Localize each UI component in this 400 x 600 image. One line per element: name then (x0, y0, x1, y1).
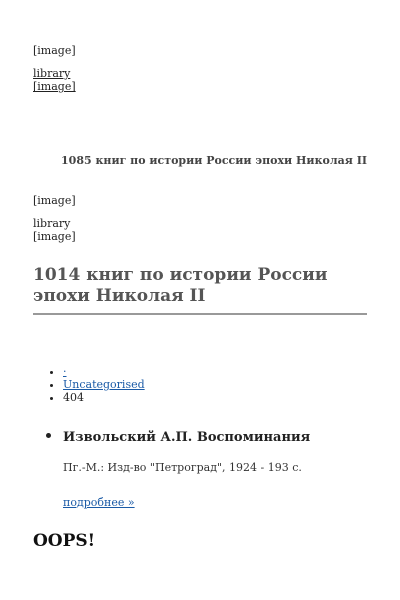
breadcrumb-item-category (63, 378, 145, 391)
breadcrumb-home-link[interactable]: · (63, 365, 67, 378)
library-text: library (33, 217, 71, 230)
post-meta: Пг.-М.: Изд-во "Петроград", 1924 - 193 с. (63, 461, 302, 474)
library-link[interactable]: library (33, 67, 71, 80)
secondary-header (33, 194, 76, 243)
breadcrumb-category-link[interactable]: Uncategorised (63, 378, 145, 391)
breadcrumb (33, 365, 145, 404)
image-placeholder: [image] (33, 230, 76, 243)
post-title: • Извольский А.П. Воспоминания (63, 430, 311, 445)
breadcrumb-item-current: • 404 (63, 391, 145, 404)
page-title: 1014 книг по истории России эпохи Николая II (33, 265, 328, 306)
error-heading: OOPS! (33, 531, 96, 551)
site-description: 1085 книг по истории России эпохи Николая II (61, 154, 367, 167)
list-item (63, 415, 397, 510)
site-header (33, 44, 76, 93)
logo-image-link[interactable]: [image] (33, 80, 76, 93)
image-placeholder: [image] (33, 194, 76, 207)
read-more-link[interactable]: подробнее » (63, 496, 135, 509)
title-divider (33, 313, 367, 315)
image-placeholder: [image] (33, 44, 76, 57)
breadcrumb-item-home (63, 365, 145, 378)
post-list (33, 415, 397, 510)
